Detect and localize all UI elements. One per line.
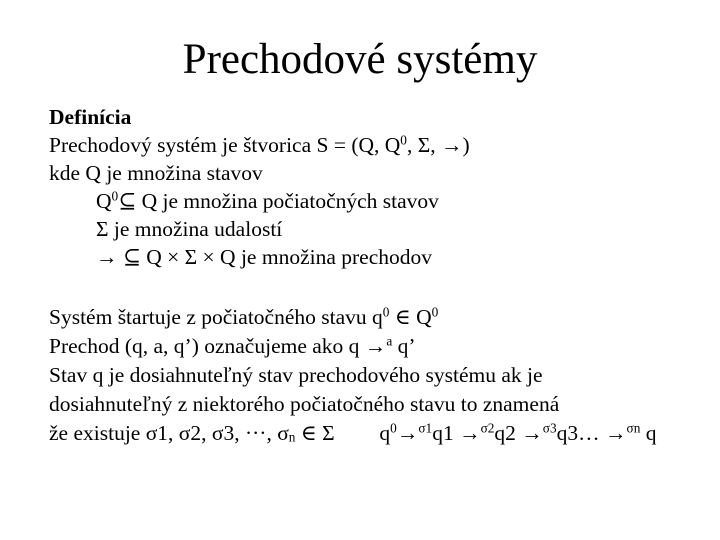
- reach-line-2: dosiahnuteľný z niektorého počiatočného stavu to znamená: [49, 392, 560, 416]
- arrow-line: → ⊆ Q × Σ × Q je množina prechodov: [96, 245, 433, 269]
- transition-line: [49, 333, 416, 359]
- q0-line: [96, 188, 439, 214]
- start-sup0: 0: [382, 304, 390, 320]
- exists-lead: že existuje σ1, σ2, σ3, ···, σ: [49, 421, 289, 445]
- exists-line: [49, 420, 657, 446]
- definition-line: [49, 132, 470, 158]
- exists-q1: q1 →: [432, 421, 481, 445]
- exists-sub-n: n: [288, 429, 296, 445]
- exists-q3: q3… →: [556, 421, 627, 445]
- exists-q-sup0: 0: [390, 420, 397, 436]
- q0-q: Q: [96, 189, 112, 213]
- exists-q: q: [379, 421, 391, 445]
- start-text: Systém štartuje z počiatočného stavu q: [49, 305, 383, 329]
- def-sup0: 0: [400, 132, 407, 148]
- exists-s2: σ2: [480, 420, 495, 436]
- transition-tail: q’: [392, 334, 416, 358]
- q0-text: ⊆ Q je množina počiatočných stavov: [118, 189, 439, 213]
- definition-heading: Definícia: [49, 105, 132, 129]
- def-suffix: , Σ, →): [406, 133, 470, 157]
- reach-line-1: Stav q je dosiahnuteľný stav prechodového systému ak je: [49, 363, 543, 387]
- exists-s1: σ1: [418, 420, 433, 436]
- exists-s3: σ3: [542, 420, 557, 436]
- transition-text: Prechod (q, a, q’) označujeme ako q →: [49, 334, 387, 358]
- exists-in-sigma: ∈ Σ: [295, 421, 335, 445]
- exists-arr1: →: [396, 421, 419, 445]
- def-prefix: Prechodový systém je štvorica S = (Q, Q: [49, 133, 401, 157]
- start-sup1: 0: [431, 304, 439, 320]
- exists-q2: q2 →: [494, 421, 543, 445]
- start-line: [49, 304, 438, 330]
- sigma-line: Σ je množina udalostí: [96, 217, 283, 241]
- exists-qend: q: [640, 421, 657, 445]
- transition-sup-a: a: [386, 333, 393, 349]
- start-mid: ∈ Q: [389, 305, 432, 329]
- q0-sup: 0: [111, 188, 119, 204]
- exists-sn: σn: [626, 420, 641, 436]
- slide-title: Prechodové systémy: [182, 36, 538, 83]
- kde-line: kde Q je množina stavov: [49, 161, 263, 185]
